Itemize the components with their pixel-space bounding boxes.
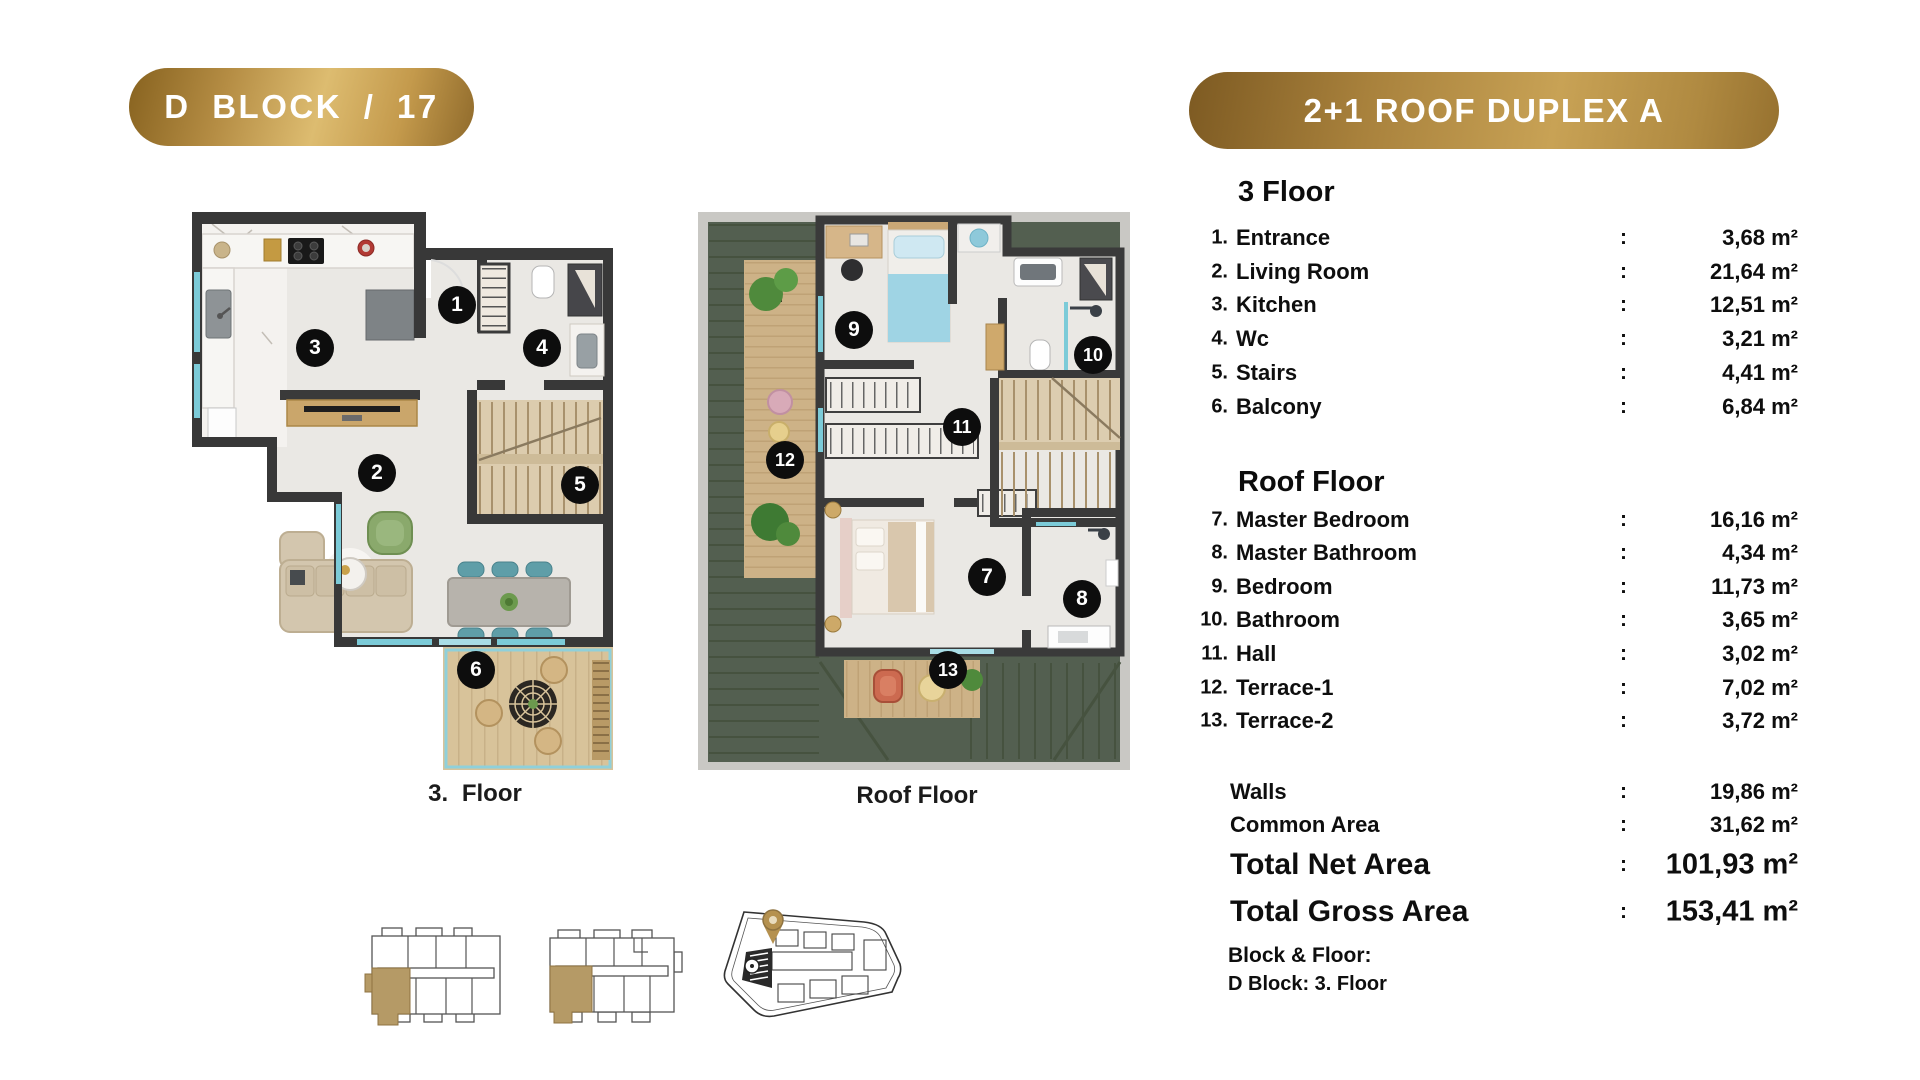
room-row-stairs: 5. Stairs : 4,41 m² (1211, 360, 1798, 385)
room-marker-10: 10 (1074, 336, 1112, 374)
room-row-master-bedroom: 7. Master Bedroom : 16,16 m² (1211, 507, 1798, 532)
block-floor-label: Block & Floor: (1228, 944, 1372, 967)
room-row-bathroom: 10. Bathroom : 3,65 m² (1200, 607, 1798, 632)
roof-plan (692, 212, 1130, 770)
room-marker-5: 5 (561, 466, 599, 504)
summary-row-walls: Walls : 19,86 m² (1230, 779, 1798, 804)
siteplan (714, 900, 924, 1033)
total-gross-area-row: Total Gross Area : 153,41 m² (1230, 895, 1798, 928)
room-marker-8: 8 (1063, 580, 1101, 618)
room-row-living-room: 2. Living Room : 21,64 m² (1211, 259, 1798, 284)
floor3-caption: 3. Floor (428, 780, 522, 807)
room-marker-7: 7 (968, 558, 1006, 596)
keyplan-floor3 (358, 922, 513, 1033)
floor3-plan (192, 212, 613, 770)
room-marker-1: 1 (438, 286, 476, 324)
block-badge: D BLOCK / 17 (129, 68, 474, 146)
room-marker-4: 4 (523, 329, 561, 367)
room-marker-6: 6 (457, 651, 495, 689)
room-row-kitchen: 3. Kitchen : 12,51 m² (1211, 292, 1798, 317)
keyplan-roof (538, 922, 685, 1033)
total-net-area-row: Total Net Area : 101,93 m² (1230, 848, 1798, 881)
floor3-heading: 3 Floor (1238, 176, 1335, 208)
roof-heading: Roof Floor (1238, 466, 1385, 498)
room-row-entrance: 1. Entrance : 3,68 m² (1211, 225, 1798, 250)
room-row-terrace-1: 12. Terrace-1 : 7,02 m² (1200, 675, 1798, 700)
room-row-master-bathroom: 8. Master Bathroom : 4,34 m² (1211, 540, 1798, 565)
floor3-plan-drawing (192, 212, 613, 770)
room-marker-12: 12 (766, 441, 804, 479)
roof-plan-drawing (692, 212, 1130, 770)
room-marker-2: 2 (358, 454, 396, 492)
room-row-balcony: 6. Balcony : 6,84 m² (1211, 394, 1798, 419)
room-marker-11: 11 (943, 408, 981, 446)
room-marker-9: 9 (835, 311, 873, 349)
room-row-bedroom: 9. Bedroom : 11,73 m² (1211, 574, 1798, 599)
room-marker-13: 13 (929, 651, 967, 689)
room-row-terrace-2: 13. Terrace-2 : 3,72 m² (1200, 708, 1798, 733)
block-floor-value: D Block: 3. Floor (1228, 973, 1387, 995)
summary-row-common-area: Common Area : 31,62 m² (1230, 812, 1798, 837)
room-row-wc: 4. Wc : 3,21 m² (1211, 326, 1798, 351)
unit-type-badge: 2+1 ROOF DUPLEX A (1189, 72, 1779, 149)
roof-caption: Roof Floor (856, 782, 978, 809)
room-marker-3: 3 (296, 329, 334, 367)
room-row-hall: 11. Hall : 3,02 m² (1201, 641, 1798, 666)
